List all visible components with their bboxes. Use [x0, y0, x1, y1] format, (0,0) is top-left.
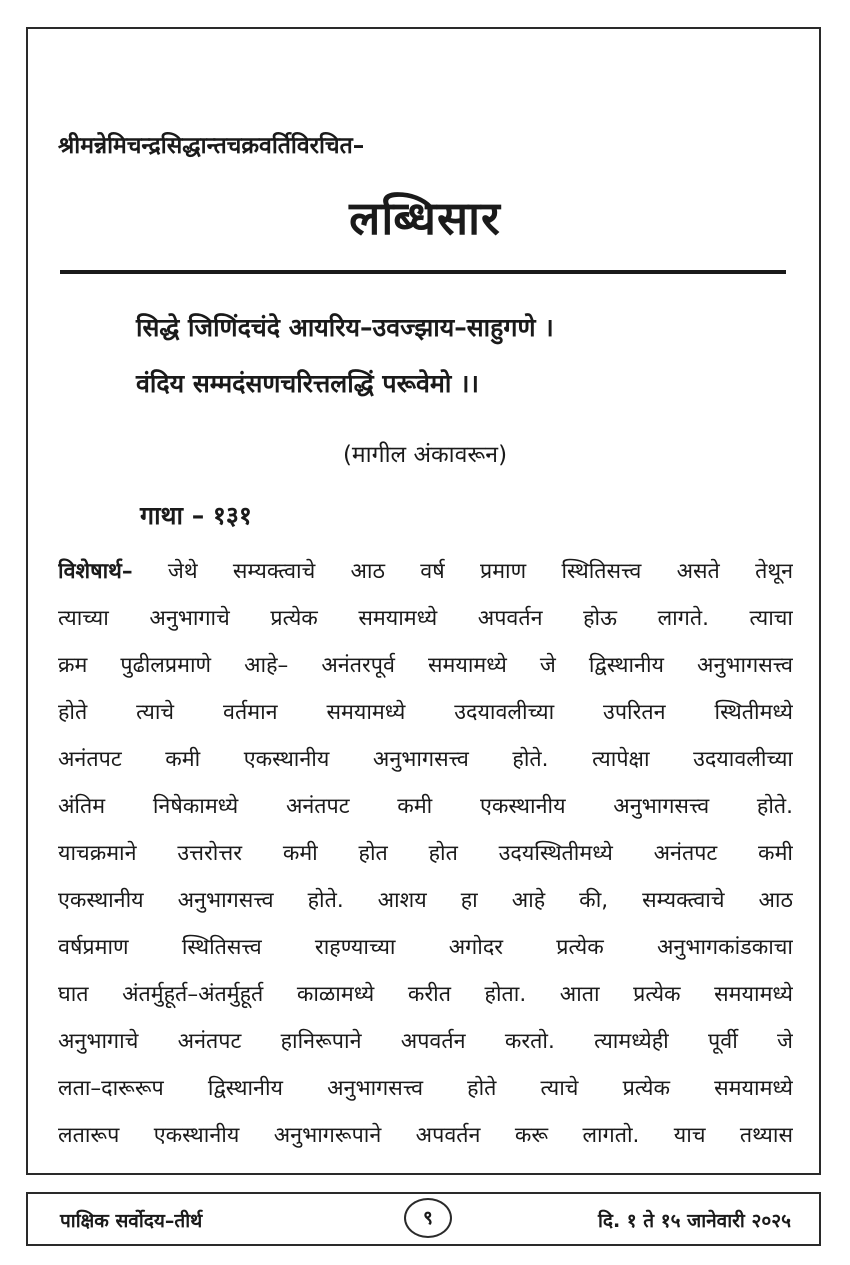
- page-title: लब्धिसार: [349, 191, 501, 245]
- gatha-number: गाथा – १३१: [140, 501, 252, 530]
- verse-line-2: वंदिय सम्मदंसणचरित्तलद्धिं परूवेमो ।।: [136, 369, 479, 398]
- body-line: एकस्थानीय अनुभागसत्त्व होते. आशय हा आहे की, सम्यक्त्वाचे आठ: [58, 888, 793, 913]
- page-footer: [26, 1192, 821, 1246]
- body-line: अनंतपट कमी एकस्थानीय अनुभागसत्त्व होते. त्यापेक्षा उदयावलीच्या: [58, 747, 793, 772]
- body-line-text: जेथे सम्यक्त्वाचे आठ वर्ष प्रमाण स्थितिसत्त्व असते तेथून: [132, 559, 793, 584]
- body-line: अनुभागाचे अनंतपट हानिरूपाने अपवर्तन करतो. त्यामध्येही पूर्वी जे: [58, 1029, 793, 1054]
- body-line: त्याच्या अनुभागाचे प्रत्येक समयामध्ये अपवर्तन होऊ लागते. त्याचा: [58, 606, 793, 631]
- page-number: ९: [404, 1198, 452, 1238]
- body-line: वर्षप्रमाण स्थितिसत्त्व राहण्याच्या अगोदर प्रत्येक अनुभागकांडकाचा: [58, 935, 793, 960]
- verse-line-1: सिद्धे जिणिंदचंदे आयरिय–उवज्झाय–साहुगणे ।: [136, 313, 554, 342]
- title-divider: [60, 270, 786, 274]
- body-line: लता–दारूरूप द्विस्थानीय अनुभागसत्त्व होते त्याचे प्रत्येक समयामध्ये: [58, 1076, 793, 1101]
- body-line: लतारूप एकस्थानीय अनुभागरूपाने अपवर्तन करू लागतो. याच तथ्यास: [58, 1123, 793, 1148]
- issue-date: दि. १ ते १५ जानेवारी २०२५: [597, 1210, 791, 1232]
- body-line: क्रम पुढीलप्रमाणे आहे– अनंतरपूर्व समयामध्ये जे द्विस्थानीय अनुभागसत्त्व: [58, 653, 793, 678]
- body-line: [58, 548, 793, 595]
- publication-name: पाक्षिक सर्वोदय–तीर्थ: [60, 1210, 203, 1232]
- body-line: अंतिम निषेकामध्ये अनंतपट कमी एकस्थानीय अनुभागसत्त्व होते.: [58, 794, 793, 819]
- body-line: होते त्याचे वर्तमान समयामध्ये उदयावलीच्या उपरितन स्थितीमध्ये: [58, 700, 793, 725]
- continued-note: (मागील अंकावरून): [342, 442, 508, 468]
- body-line: याचक्रमाने उत्तरोत्तर कमी होत होत उदयस्थितीमध्ये अनंतपट कमी: [58, 841, 793, 866]
- body-line: घात अंतर्मुहूर्त–अंतर्मुहूर्त काळामध्ये करीत होता. आता प्रत्येक समयामध्ये: [58, 982, 793, 1007]
- author-heading: श्रीमन्नेमिचन्द्रसिद्धान्तचक्रवर्तिविरचित–: [58, 133, 365, 159]
- commentary-body: [58, 548, 793, 1159]
- commentary-lead: विशेषार्थ–: [58, 559, 133, 584]
